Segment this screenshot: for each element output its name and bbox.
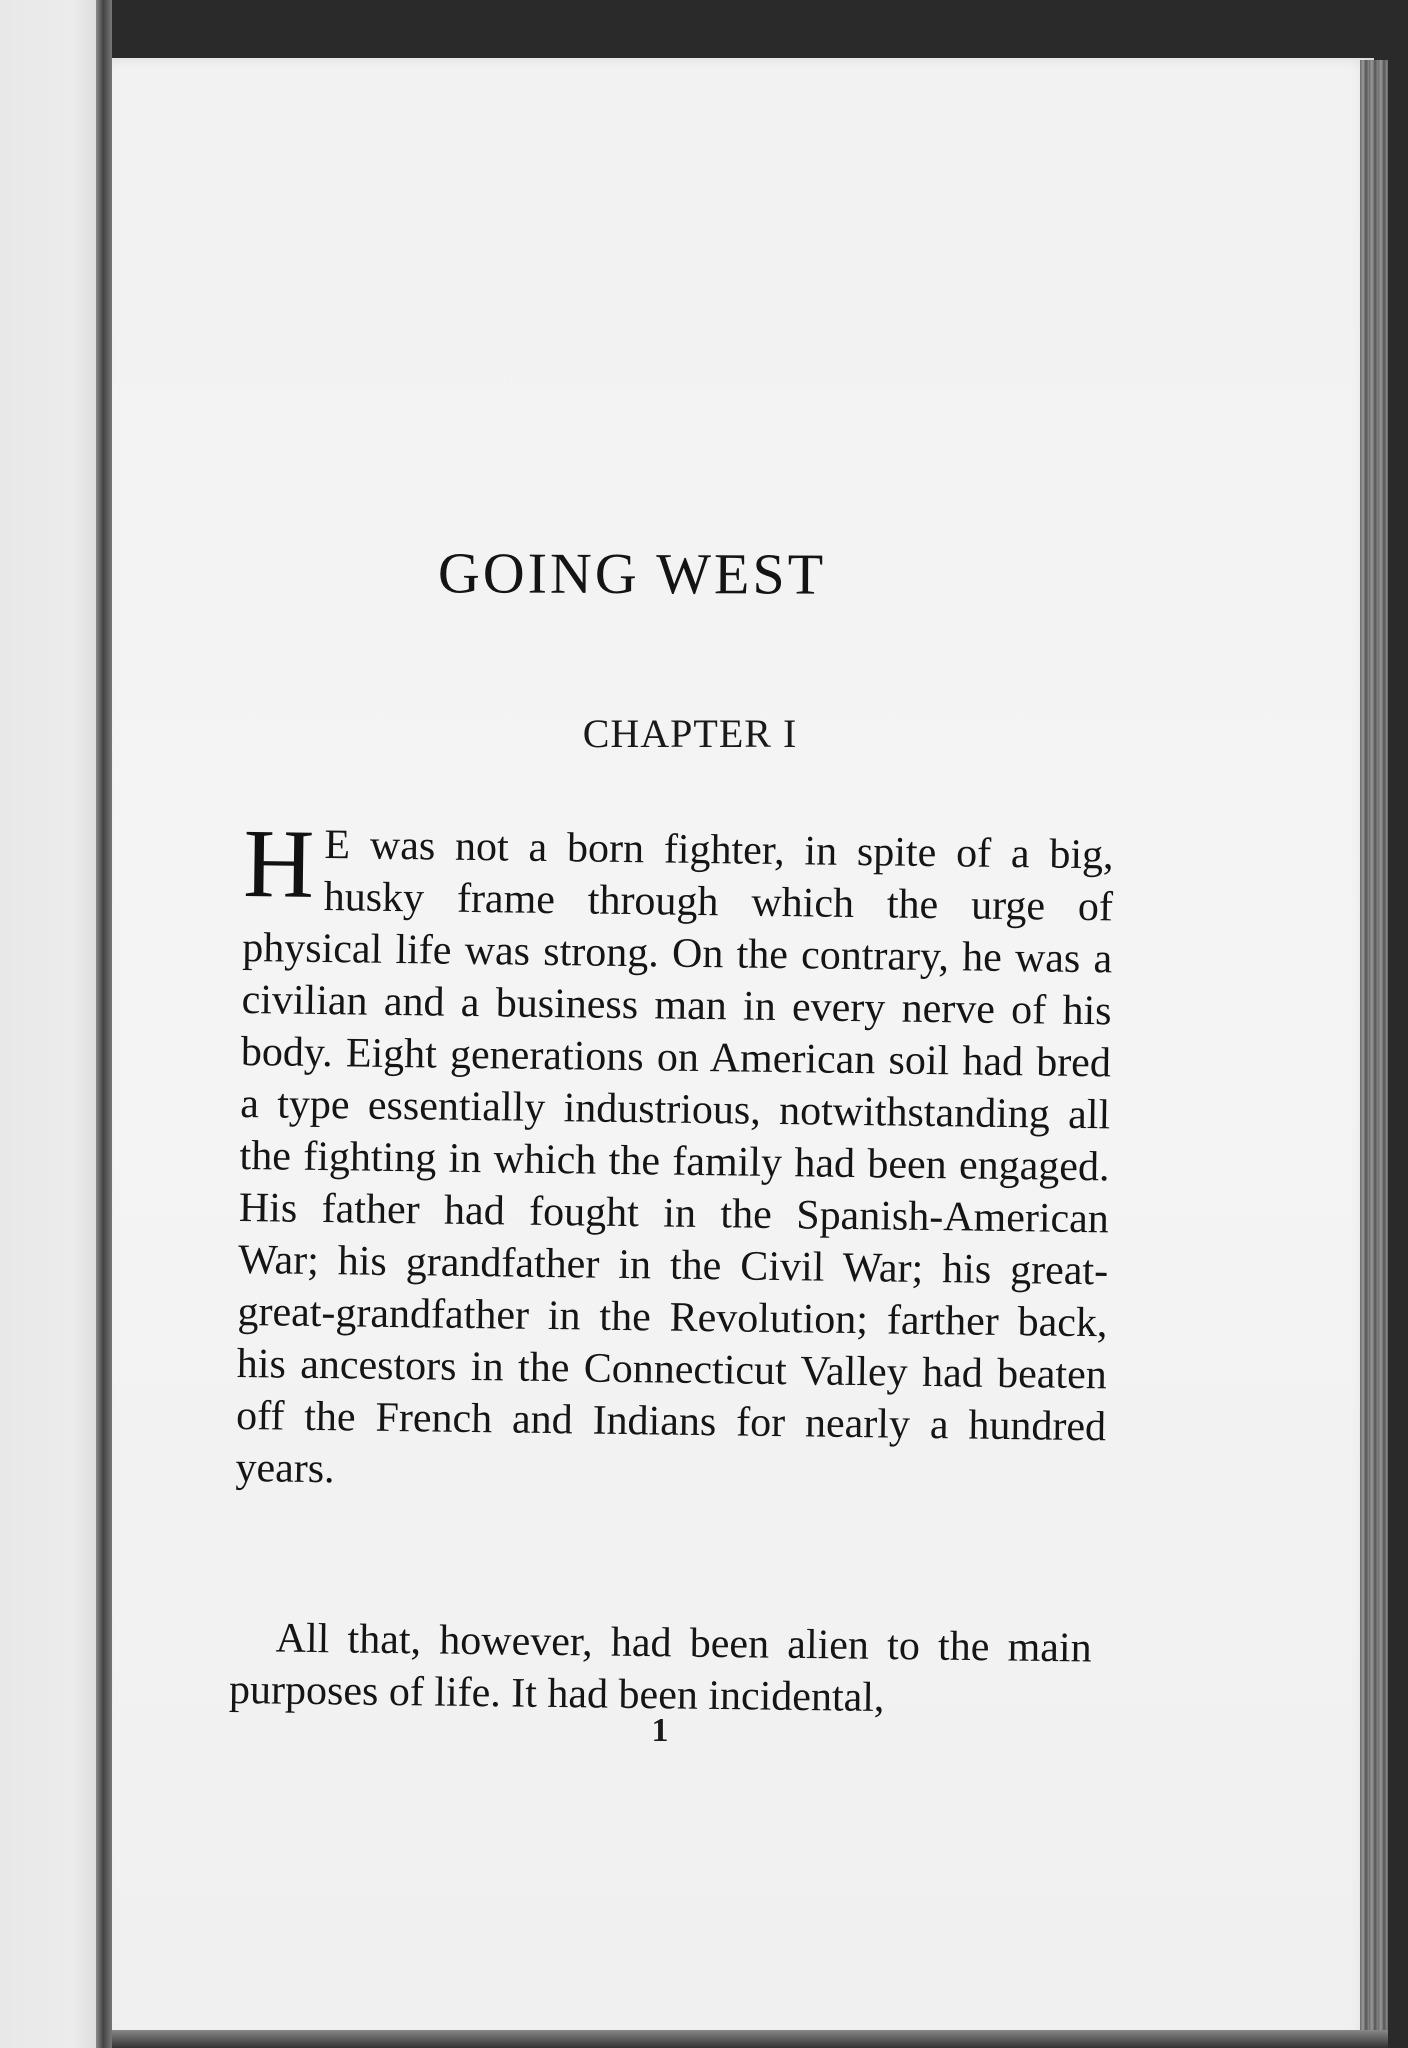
- book-gutter: [96, 0, 112, 2048]
- drop-cap: H: [242, 810, 315, 919]
- paragraph-1: [235, 810, 1114, 1505]
- paragraph-2: All that, however, had been alien to the main purposes of life. It had been incidental,: [228, 1615, 1092, 1722]
- page-edge: [1360, 60, 1388, 2040]
- chapter-heading: CHAPTER I: [582, 711, 798, 756]
- page-number: 1: [651, 1712, 669, 1749]
- book-title: GOING WEST: [437, 540, 827, 607]
- paragraph-1-text: E was not a born fighter, in spite of a big, husky frame through which the urge of physical life was strong. On the contrary, he was a civilian and a business man in every nerve of his body. Eight generations on American soil had bred a type essentially industrious, notwithstanding all the fighting in which the family had been engaged. His father had fought in the Spanish-American War; his grandfather in the Civil War; his great-great-grandfather in the Revolution; farther back, his ancestors in the Connecticut Valley had beaten off the French and Indians for nearly a hundred years.: [235, 822, 1114, 1493]
- facing-page: [0, 0, 104, 2048]
- bottom-edge: [112, 2030, 1388, 2048]
